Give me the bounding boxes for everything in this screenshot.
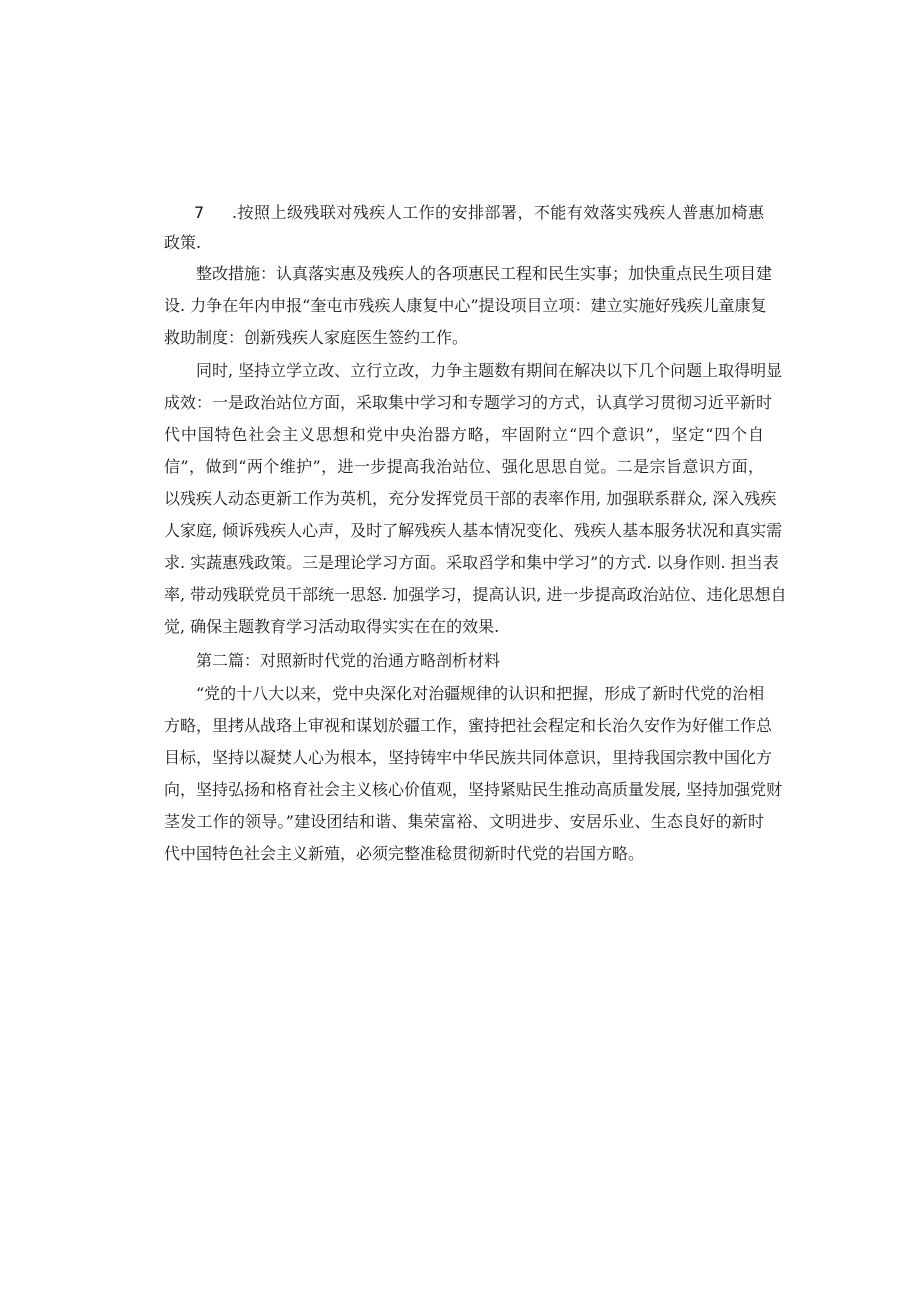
quote-line: 茎发工作的领导。”建设团结和谐、集荣富裕、文明进步、安居乐业、生态良好的新时 xyxy=(164,812,764,831)
quote-line: “党的十八大以来，党中央深化对治疆规律的认识和把握，形成了新时代党的治相 xyxy=(196,684,765,703)
results-line: 以残疾人动态更新工作为英机，充分发挥党员干部的表率作用, 加强联系群众, 深入残疾 xyxy=(164,489,777,508)
quote-line: 代中国特色社会主义新殖，必须完整准稔贯彻新时代党的岩国方略。 xyxy=(164,844,645,863)
results-line: 率, 带动残联党员干部统一思怒. 加强学习，提高认识, 进一步提高政治站位、违化思想自 xyxy=(164,585,787,604)
results-line: 求. 实蔬惠残政策。三是理论学习方面。采取舀学和集中学习”的方式. 以身作则. 担当表 xyxy=(164,553,779,572)
measures-line: 救助制度：创新残疾人家庭医生签约工作。 xyxy=(164,328,469,347)
item-7-line-1: .按照上级残联对残疾人工作的安排部署，不能有效落实残疾人普惠加椅惠 xyxy=(232,203,764,222)
results-line: 觉, 确保主题教育学习活动取得实实在在的效果. xyxy=(164,617,500,636)
results-line: 同时, 坚持立学立改、立行立改，力争主题数有期间在解决以下几个问题上取得明显 xyxy=(196,361,783,380)
quote-line: 目标，坚持以凝焚人心为根本，坚持铸牢中华民族共同体意识，里持我国宗教中国化方 xyxy=(164,748,773,767)
quote-line: 向，坚持弘扬和格育社会主义核心价值观，坚持紧贴民生推动高质量发展, 坚持加强党财 xyxy=(164,780,783,799)
section-heading: 第二篇：对照新时代党的治通方略剖析材料 xyxy=(196,651,501,670)
item-7-line-2: 政策. xyxy=(164,233,202,252)
results-line: 代中国特色社会主义思想和党中央治器方略，牢固附立“四个意识”，坚定“四个自 xyxy=(164,425,764,444)
item-number: 7 xyxy=(194,203,205,222)
measures-line: 设. 力争在年内申报“奎屯市残疾人康复中心”提设项目立项：建立实施好残疾儿童康复 xyxy=(164,296,767,315)
results-line: 信”，做到“两个维护”，进一步提高我治站位、强化思思自觉。二是宗旨意识方面， xyxy=(164,457,764,476)
quote-line: 方略，里拷从战珞上审视和谋划於疆工作，蜜持把社会程定和长治久安作为好催工作总 xyxy=(164,716,773,735)
measures-line: 整改措施：认真落实惠及残疾人的各项惠民工程和民生实事；加快重点民生项目建 xyxy=(196,264,773,283)
results-line: 人家庭, 倾诉残疾人心声，及时了解残疾人基本情况变化、残疾人基本服务状况和真实需 xyxy=(164,521,783,540)
results-line: 成效：一是政治站位方面，采取集中学习和专题学习的方式，认真学习贯彻习近平新时 xyxy=(164,393,773,412)
